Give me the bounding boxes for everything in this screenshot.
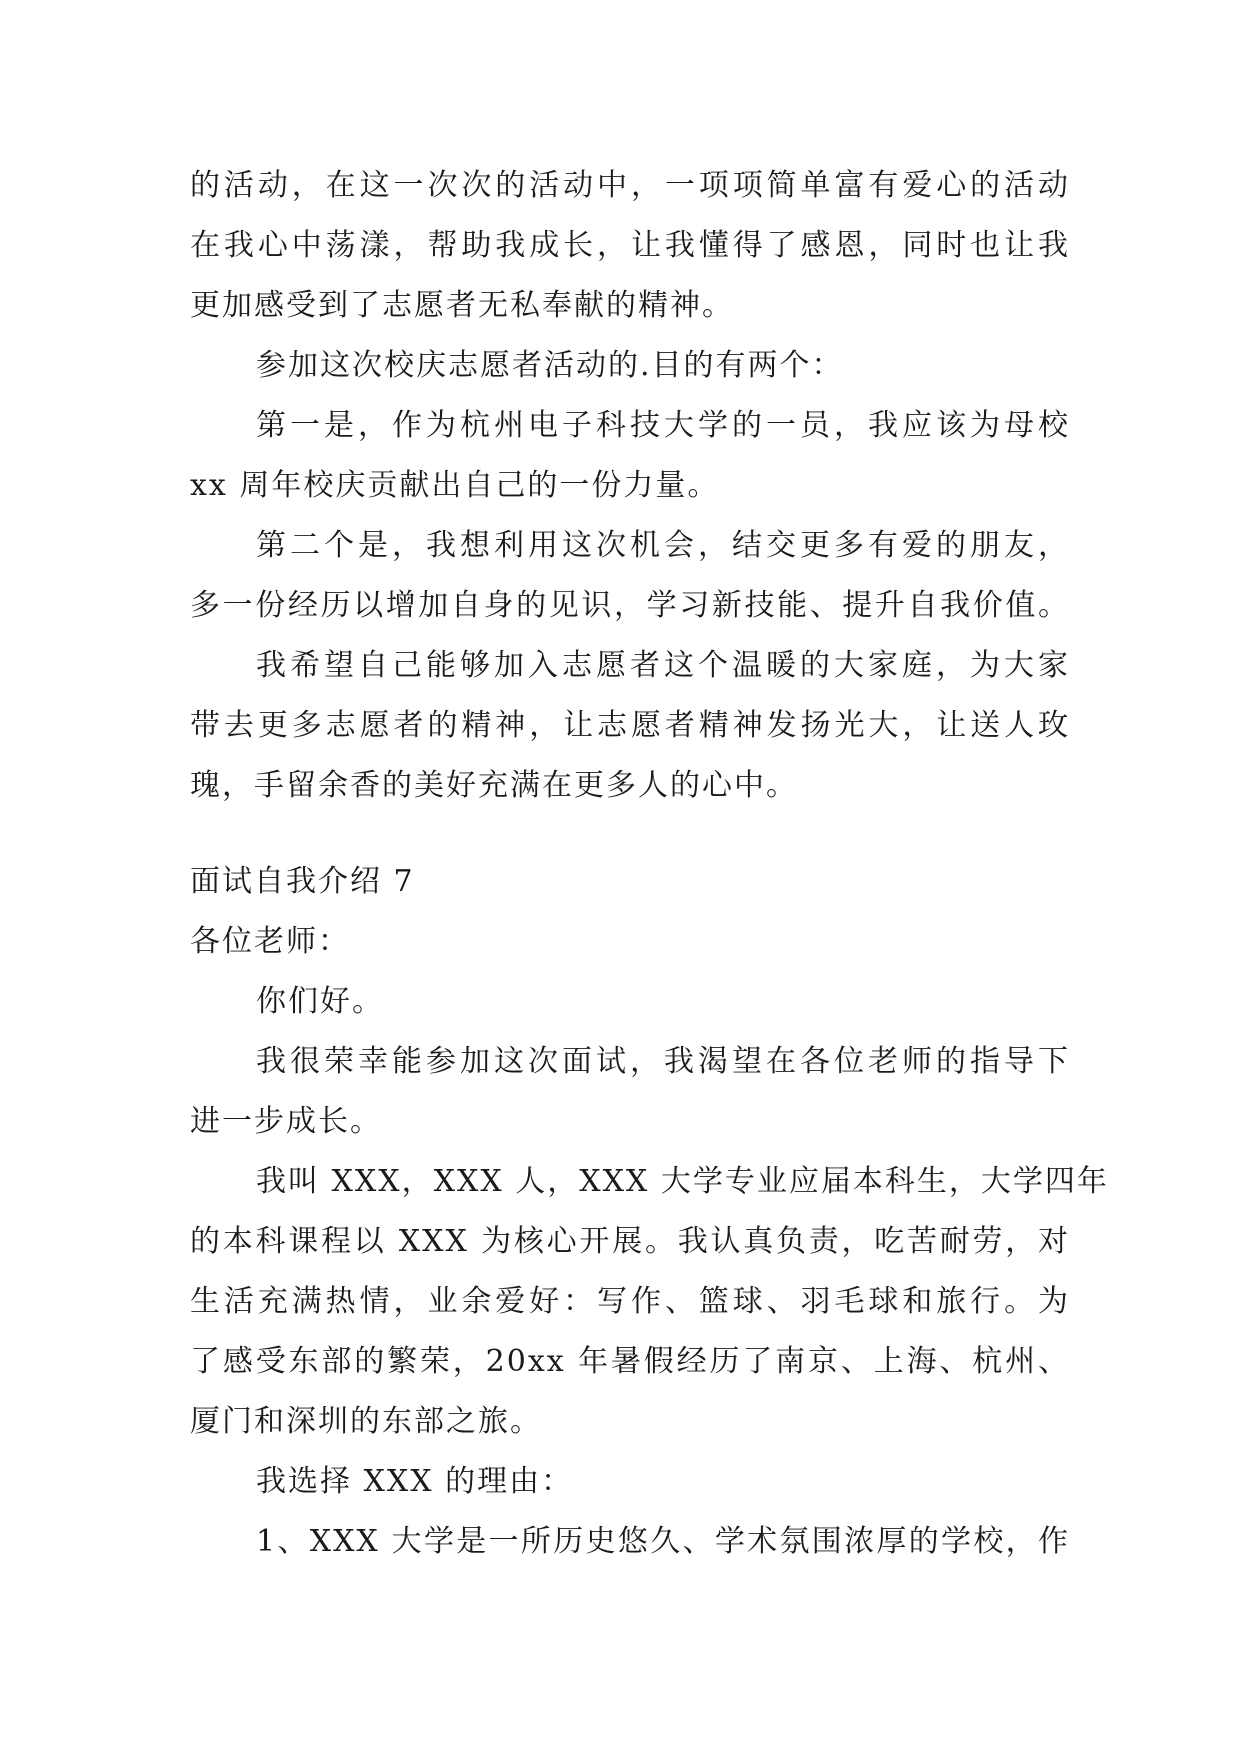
body-text-line: 我很荣幸能参加这次面试，我渴望在各位老师的指导下 [256, 1044, 1070, 1079]
body-text-line: 的活动，在这一次次的活动中，一项项简单富有爱心的活动 [190, 168, 1070, 203]
salutation: 各位老师： [190, 924, 350, 959]
section-heading: 面试自我介绍 7 [190, 864, 415, 899]
body-text-line: 我希望自己能够加入志愿者这个温暖的大家庭，为大家 [256, 648, 1070, 683]
body-text-line: 瑰，手留余香的美好充满在更多人的心中。 [190, 768, 798, 803]
body-text-line: 生活充满热情，业余爱好：写作、篮球、羽毛球和旅行。为 [190, 1284, 1070, 1319]
body-text-line: 了感受东部的繁荣，20xx 年暑假经历了南京、上海、杭州、 [190, 1344, 1070, 1379]
body-text-line: 厦门和深圳的东部之旅。 [190, 1404, 542, 1439]
body-text-line: xx 周年校庆贡献出自己的一份力量。 [190, 468, 720, 503]
body-text-line: 在我心中荡漾，帮助我成长，让我懂得了感恩，同时也让我 [190, 228, 1070, 263]
greeting: 你们好。 [256, 984, 384, 1019]
body-text-line: 我选择 XXX 的理由： [256, 1464, 574, 1499]
body-text-line: 多一份经历以增加自身的见识，学习新技能、提升自我价值。 [190, 588, 1070, 623]
body-text-line: 1、XXX 大学是一所历史悠久、学术氛围浓厚的学校，作 [256, 1524, 1070, 1559]
body-text-line: 参加这次校庆志愿者活动的.目的有两个： [256, 348, 844, 383]
body-text-line: 带去更多志愿者的精神，让志愿者精神发扬光大，让送人玫 [190, 708, 1070, 743]
body-text-line: 的本科课程以 XXX 为核心开展。我认真负责，吃苦耐劳，对 [190, 1224, 1070, 1259]
body-text-line: 第一是，作为杭州电子科技大学的一员，我应该为母校 [256, 408, 1070, 443]
body-text-line: 第二个是，我想利用这次机会，结交更多有爱的朋友， [256, 528, 1070, 563]
body-text-line: 我叫 XXX，XXX 人，XXX 大学专业应届本科生，大学四年 [256, 1164, 1109, 1199]
body-text-line: 更加感受到了志愿者无私奉献的精神。 [190, 288, 734, 323]
body-text-line: 进一步成长。 [190, 1104, 382, 1139]
